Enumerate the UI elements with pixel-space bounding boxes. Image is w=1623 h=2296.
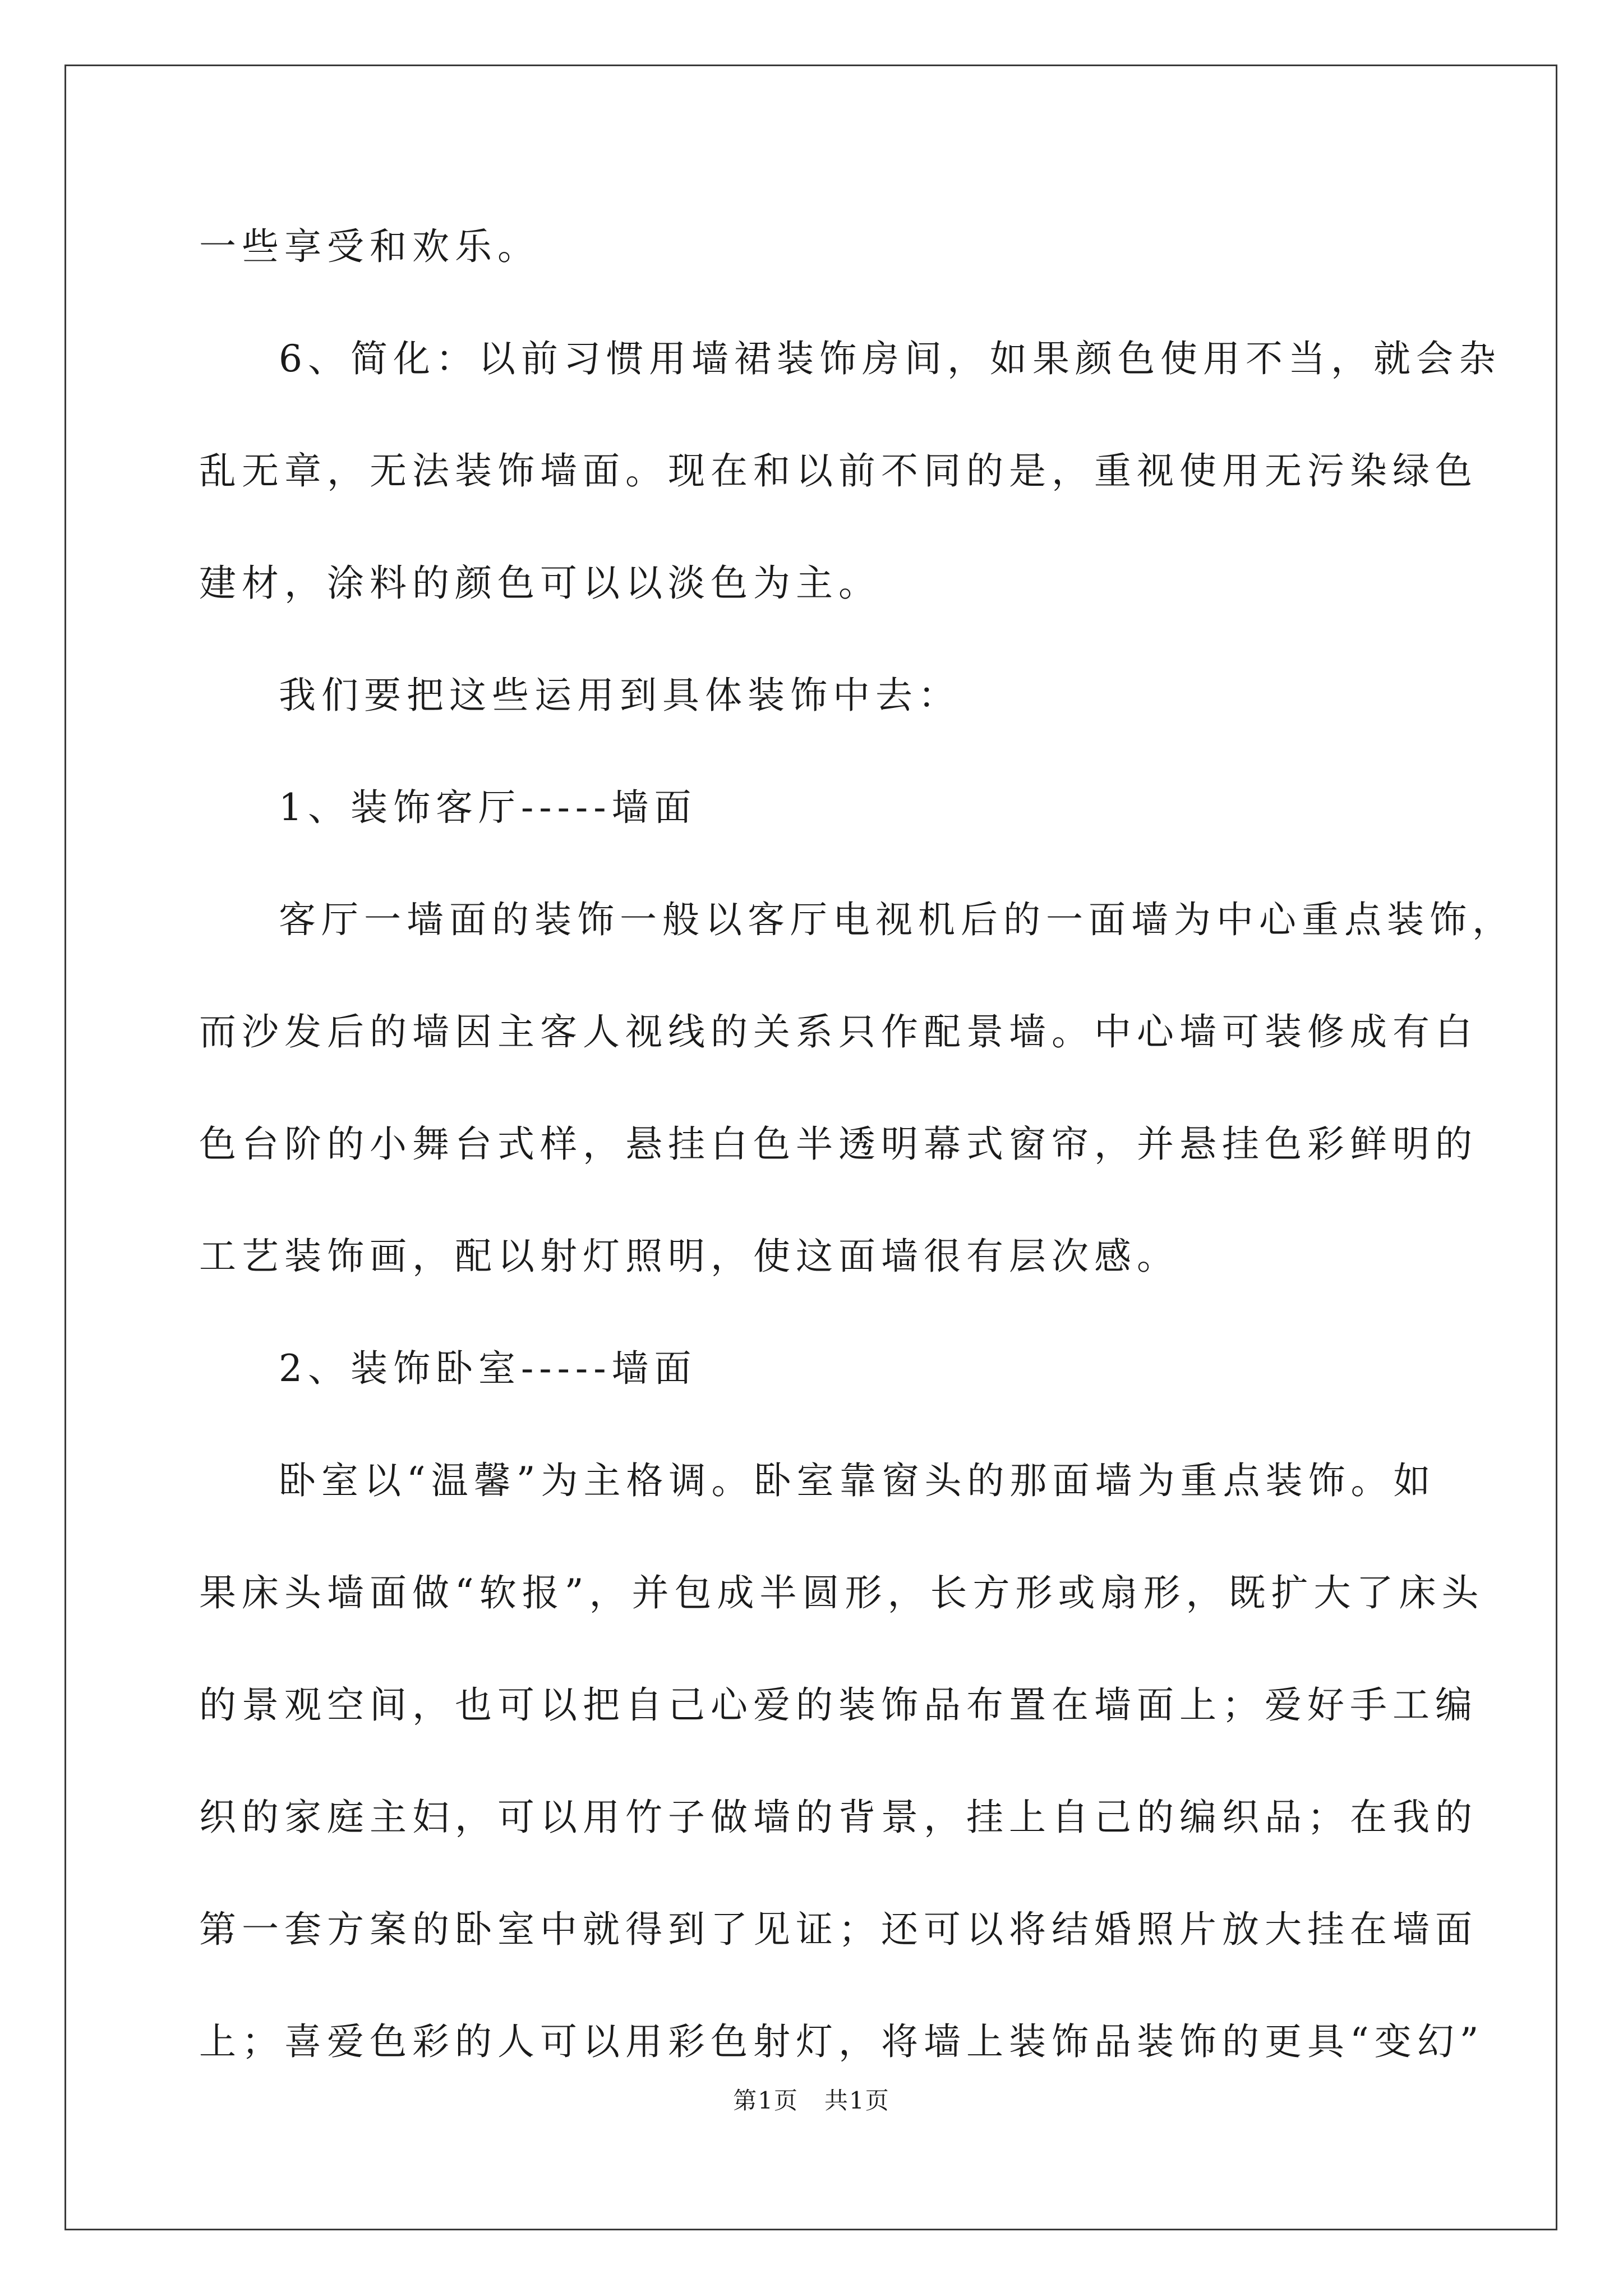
page-number: 第1页 <box>733 2087 799 2114</box>
text-line-10: 工艺装饰画，配以射灯照明，使这面墙很有层次感。 <box>199 1235 1179 1278</box>
text-line-2: 6、简化：以前习惯用墙裙装饰房间，如果颜色使用不当，就会杂 <box>279 337 1501 380</box>
text-line-4: 建材，涂料的颜色可以以淡色为主。 <box>199 562 881 605</box>
text-line-12: 卧室以“温馨”为主格调。卧室靠窗头的那面墙为重点装饰。如 <box>279 1459 1436 1502</box>
text-line-7: 客厅一墙面的装饰一般以客厅电视机后的一面墙为中心重点装饰， <box>279 898 1515 941</box>
text-line-14: 的景观空间，也可以把自己心爱的装饰品布置在墙面上；爱好手工编 <box>199 1683 1478 1727</box>
page-footer <box>0 2082 1623 2116</box>
section-heading-living-room: 1、装饰客厅-----墙面 <box>279 786 697 829</box>
text-line-15: 织的家庭主妇，可以用竹子做墙的背景，挂上自己的编织品；在我的 <box>199 1796 1478 1839</box>
text-line-17: 上；喜爱色彩的人可以用彩色射灯，将墙上装饰品装饰的更具“变幻” <box>199 2020 1484 2063</box>
document-body <box>199 191 1515 2098</box>
page-total: 共1页 <box>824 2087 890 2114</box>
section-heading-bedroom: 2、装饰卧室-----墙面 <box>279 1347 697 1390</box>
text-line-13: 果床头墙面做“软报”，并包成半圆形，长方形或扇形，既扩大了床头 <box>199 1571 1484 1614</box>
text-line-1: 一些享受和欢乐。 <box>199 225 540 268</box>
text-line-5: 我们要把这些运用到具体装饰中去： <box>279 674 961 717</box>
text-line-8: 而沙发后的墙因主客人视线的关系只作配景墙。中心墙可装修成有白 <box>199 1010 1478 1053</box>
text-line-16: 第一套方案的卧室中就得到了见证；还可以将结婚照片放大挂在墙面 <box>199 1908 1478 1951</box>
text-line-3: 乱无章，无法装饰墙面。现在和以前不同的是，重视使用无污染绿色 <box>199 449 1478 493</box>
text-line-9: 色台阶的小舞台式样，悬挂白色半透明幕式窗帘，并悬挂色彩鲜明的 <box>199 1122 1478 1166</box>
